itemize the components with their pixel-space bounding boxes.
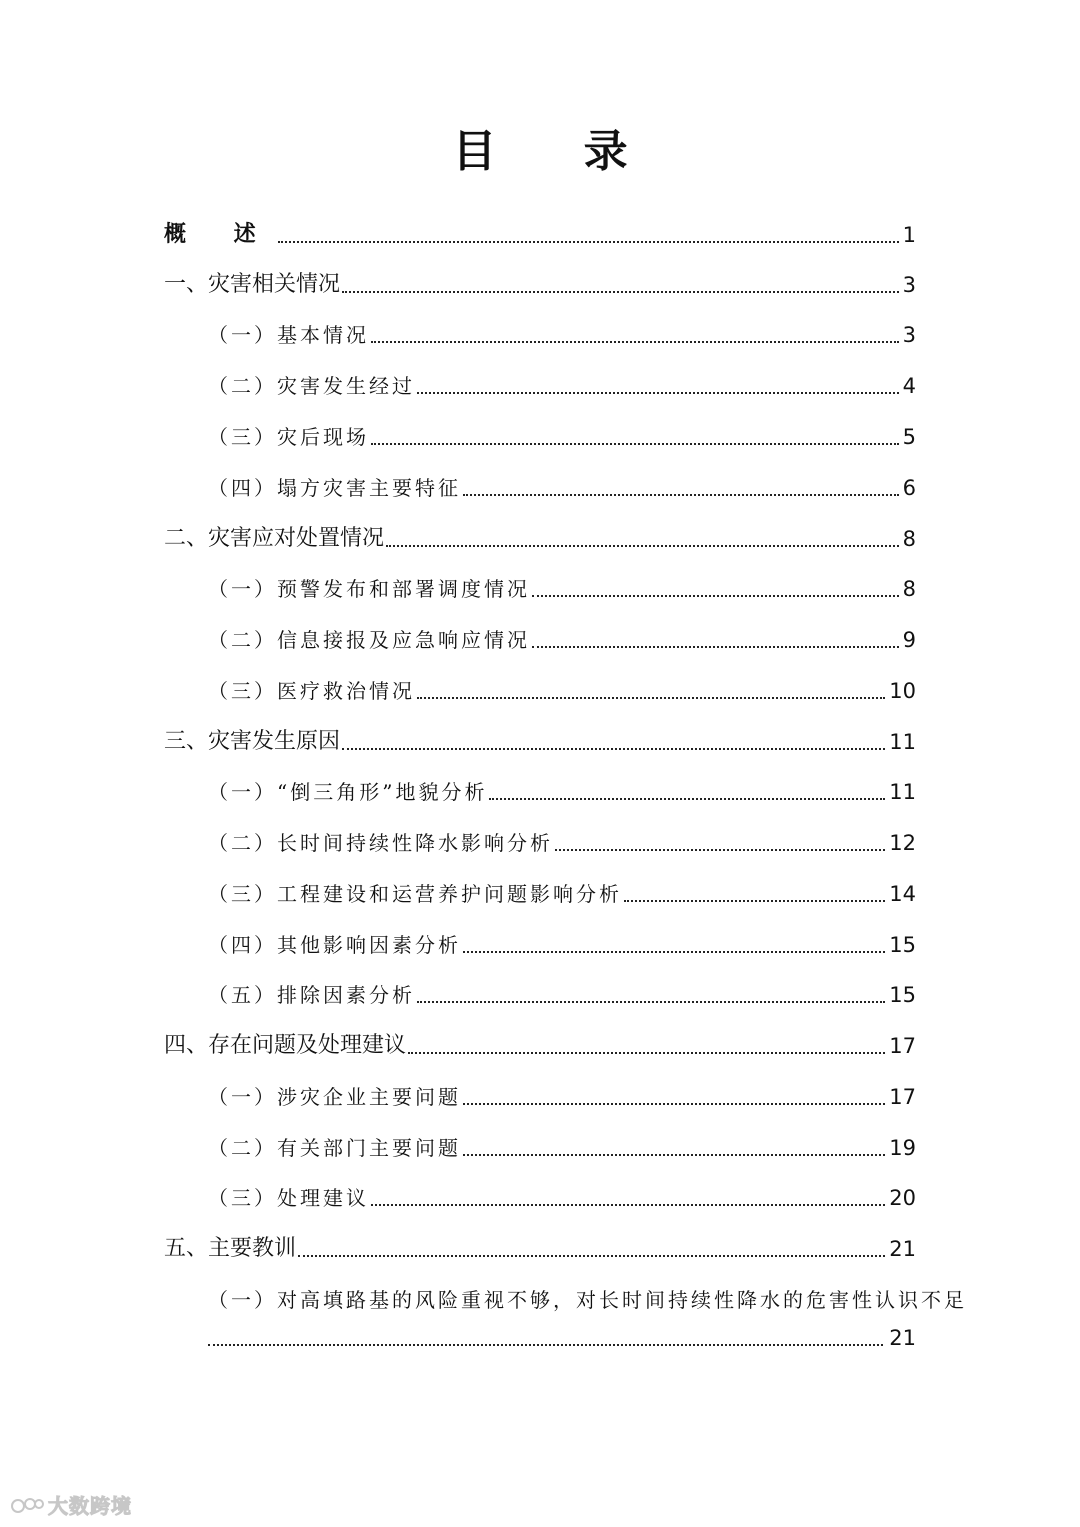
toc-page-number: 21 (889, 1326, 916, 1350)
dot-leader (463, 1103, 885, 1105)
toc-page-number: 4 (902, 374, 916, 398)
toc-entry-label: （五）排除因素分析 (208, 983, 415, 1007)
page-title: 目 录 (452, 126, 664, 177)
dot-leader (371, 1204, 885, 1206)
toc-page-number: 14 (889, 882, 916, 906)
toc-subsection[interactable] (208, 777, 916, 807)
toc-entry-label: （四）其他影响因素分析 (208, 933, 461, 957)
logo-icon (10, 1494, 44, 1516)
toc-entry-label: （三）工程建设和运营养护问题影响分析 (208, 882, 622, 906)
toc-page-number: 11 (889, 780, 916, 804)
toc-entry-label: （一）基本情况 (208, 323, 369, 347)
toc-subsection[interactable] (208, 828, 916, 858)
toc-section-2[interactable] (164, 524, 916, 554)
toc-subsection[interactable] (208, 1183, 916, 1213)
dot-leader (298, 1255, 885, 1257)
watermark (10, 1490, 132, 1519)
toc-section-3[interactable] (164, 727, 916, 757)
toc-page-number: 17 (889, 1034, 916, 1058)
toc-page-number: 20 (889, 1186, 916, 1210)
toc-entry-label: （二）信息接报及应急响应情况 (208, 628, 530, 652)
toc-entry-label: （二）有关部门主要问题 (208, 1136, 461, 1160)
toc-entry-label: （三）处理建议 (208, 1186, 369, 1210)
toc-subsection[interactable] (208, 1082, 916, 1112)
toc-section-4[interactable] (164, 1031, 916, 1061)
toc-subsection[interactable] (208, 320, 916, 350)
dot-leader (371, 443, 899, 445)
toc-subsection[interactable] (208, 1133, 916, 1163)
toc-page-number: 12 (889, 831, 916, 855)
dot-leader (208, 1344, 883, 1346)
dot-leader (342, 291, 899, 293)
toc-page-number: 19 (889, 1136, 916, 1160)
dot-leader (371, 341, 899, 343)
toc-entry-label: 概 述 (164, 222, 276, 247)
dot-leader (624, 900, 885, 902)
toc-entry-overview[interactable] (164, 220, 916, 250)
dot-leader (489, 798, 885, 800)
toc-subsection[interactable] (208, 574, 916, 604)
toc-subsection[interactable] (208, 879, 916, 909)
dot-leader (386, 545, 899, 547)
toc-entry-label: 二、灾害应对处置情况 (164, 526, 385, 551)
dot-leader (342, 748, 885, 750)
dot-leader (463, 494, 899, 496)
toc-page-number: 9 (902, 628, 916, 652)
dot-leader (417, 392, 899, 394)
toc-page-number: 6 (902, 476, 916, 500)
toc-subsection[interactable] (208, 422, 916, 452)
toc-entry-label: （三）灾后现场 (208, 425, 369, 449)
toc-section-1[interactable] (164, 270, 916, 300)
toc-subsection[interactable] (208, 930, 916, 960)
dot-leader (532, 646, 899, 648)
toc-section-5[interactable] (164, 1234, 916, 1264)
toc-page-number: 3 (902, 273, 916, 297)
toc-page-number: 15 (889, 933, 916, 957)
toc-page-number: 10 (889, 679, 916, 703)
dot-leader (408, 1052, 885, 1054)
toc-entry-label: 五、主要教训 (164, 1236, 297, 1261)
dot-leader (463, 1154, 885, 1156)
toc-page-number: 15 (889, 983, 916, 1007)
toc-entry-label: （一）预警发布和部署调度情况 (208, 577, 530, 601)
watermark-text: 大数跨境 (48, 1494, 132, 1518)
dot-leader (417, 1001, 885, 1003)
dot-leader (417, 697, 885, 699)
toc-page-number: 11 (889, 730, 916, 754)
dot-leader (555, 849, 885, 851)
toc-entry-label: （二）长时间持续性降水影响分析 (208, 831, 553, 855)
toc-entry-label: （一）涉灾企业主要问题 (208, 1085, 461, 1109)
toc-subsection[interactable] (208, 676, 916, 706)
toc-subsection[interactable] (208, 980, 916, 1010)
toc-page-number: 8 (902, 527, 916, 551)
toc-entry-label: （四）塌方灾害主要特征 (208, 476, 461, 500)
toc-subsection[interactable] (208, 625, 916, 655)
toc-entry-label: （二）灾害发生经过 (208, 374, 415, 398)
toc-page-number: 3 (902, 323, 916, 347)
toc-entry-label: （三）医疗救治情况 (208, 679, 415, 703)
toc-entry-label: （一）“倒三角形”地貌分析 (208, 780, 488, 804)
toc-page-number: 1 (902, 223, 916, 247)
toc-entry-label: （一）对高填路基的风险重视不够，对长时间持续性降水的危害性认识不足 (208, 1288, 967, 1312)
dot-leader (532, 595, 899, 597)
toc-entry-label: 四、存在问题及处理建议 (164, 1033, 407, 1058)
toc-subsection[interactable] (208, 371, 916, 401)
dot-leader (278, 241, 899, 243)
dot-leader (463, 951, 885, 953)
toc-page-number: 17 (889, 1085, 916, 1109)
toc-entry-label: 三、灾害发生原因 (164, 729, 341, 754)
toc-subsection[interactable] (208, 473, 916, 503)
toc-page-number: 8 (902, 577, 916, 601)
toc-page-number: 21 (889, 1237, 916, 1261)
toc-subsection[interactable] (208, 1285, 967, 1353)
toc-page-number: 5 (902, 425, 916, 449)
toc-entry-label: 一、灾害相关情况 (164, 272, 341, 297)
